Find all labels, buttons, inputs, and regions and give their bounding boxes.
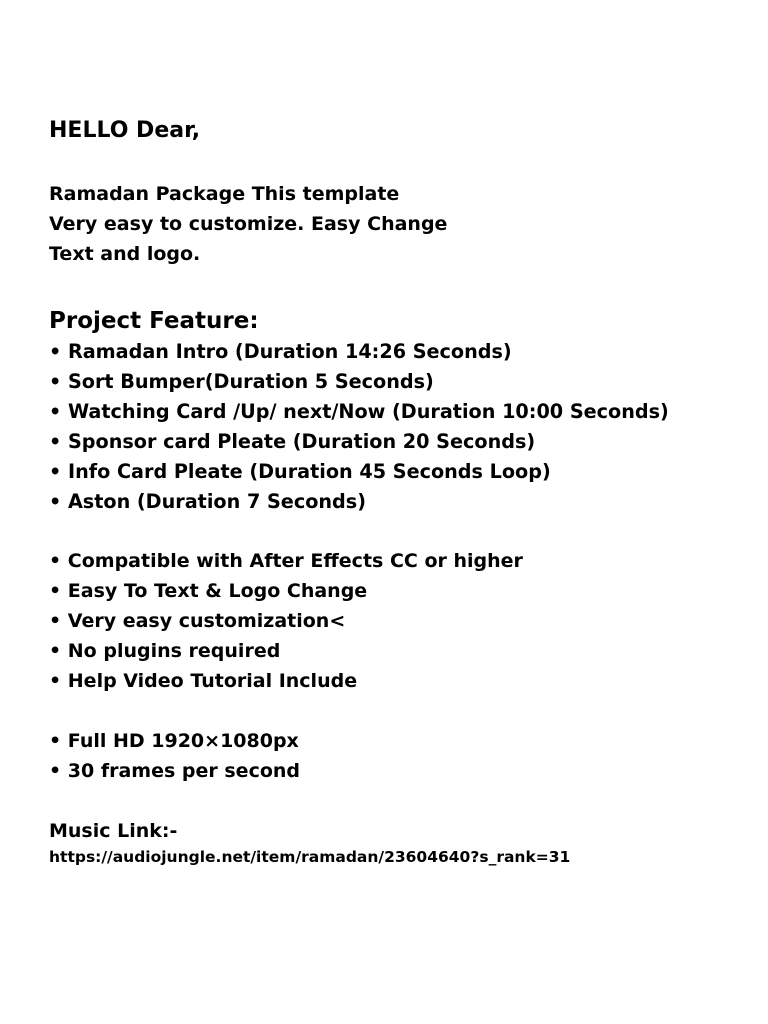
feature-text: Watching Card /Up/ next/Now (Duration 10:00 Seconds) — [67, 400, 669, 423]
spec-text: 30 frames per second — [67, 760, 301, 782]
list-item — [49, 726, 300, 756]
bullet-glyph: • — [49, 400, 62, 423]
list-item — [49, 397, 669, 427]
list-item — [49, 606, 523, 636]
bullet-glyph: • — [49, 370, 62, 393]
list-item — [49, 367, 669, 397]
list-item — [49, 636, 523, 666]
compat-text: Compatible with After Effects CC or higher — [67, 550, 523, 572]
features-list — [49, 337, 669, 517]
bullet-glyph: • — [49, 460, 62, 483]
bullet-glyph: • — [49, 550, 62, 572]
bullet-glyph: • — [49, 430, 62, 453]
compat-text: Easy To Text & Logo Change — [67, 580, 368, 602]
intro-line: Ramadan Package This template — [49, 183, 400, 205]
feature-text: Aston (Duration 7 Seconds) — [67, 490, 366, 513]
bullet-glyph: • — [49, 610, 62, 632]
list-item — [49, 576, 523, 606]
list-item — [49, 666, 523, 696]
bullet-glyph: • — [49, 340, 62, 363]
features-heading: Project Feature: — [49, 308, 259, 334]
list-item — [49, 337, 669, 367]
intro-line: Text and logo. — [49, 243, 201, 265]
feature-text: Info Card Pleate (Duration 45 Seconds Loop) — [67, 460, 551, 483]
list-item — [49, 427, 669, 457]
feature-text: Sponsor card Pleate (Duration 20 Seconds) — [67, 430, 536, 453]
intro-line: Very easy to customize. Easy Change — [49, 213, 448, 235]
compat-text: Very easy customization< — [67, 610, 346, 632]
bullet-glyph: • — [49, 730, 62, 752]
compatibility-list — [49, 546, 523, 696]
list-item — [49, 457, 669, 487]
compat-text: Help Video Tutorial Include — [67, 670, 358, 692]
feature-text: Ramadan Intro (Duration 14:26 Seconds) — [67, 340, 512, 363]
feature-text: Sort Bumper(Duration 5 Seconds) — [67, 370, 434, 393]
list-item — [49, 546, 523, 576]
music-link-url[interactable]: https://audiojungle.net/item/ramadan/23604640?s_rank=31 — [49, 848, 571, 866]
list-item — [49, 487, 669, 517]
bullet-glyph: • — [49, 490, 62, 513]
bullet-glyph: • — [49, 670, 62, 692]
bullet-glyph: • — [49, 580, 62, 602]
specs-list — [49, 726, 300, 786]
spec-text: Full HD 1920×1080px — [67, 730, 299, 752]
intro-paragraph — [49, 179, 447, 269]
list-item — [49, 756, 300, 786]
compat-text: No plugins required — [67, 640, 281, 662]
greeting-heading: HELLO Dear, — [49, 118, 201, 143]
bullet-glyph: • — [49, 640, 62, 662]
music-link-heading: Music Link:- — [49, 820, 178, 842]
bullet-glyph: • — [49, 760, 62, 782]
